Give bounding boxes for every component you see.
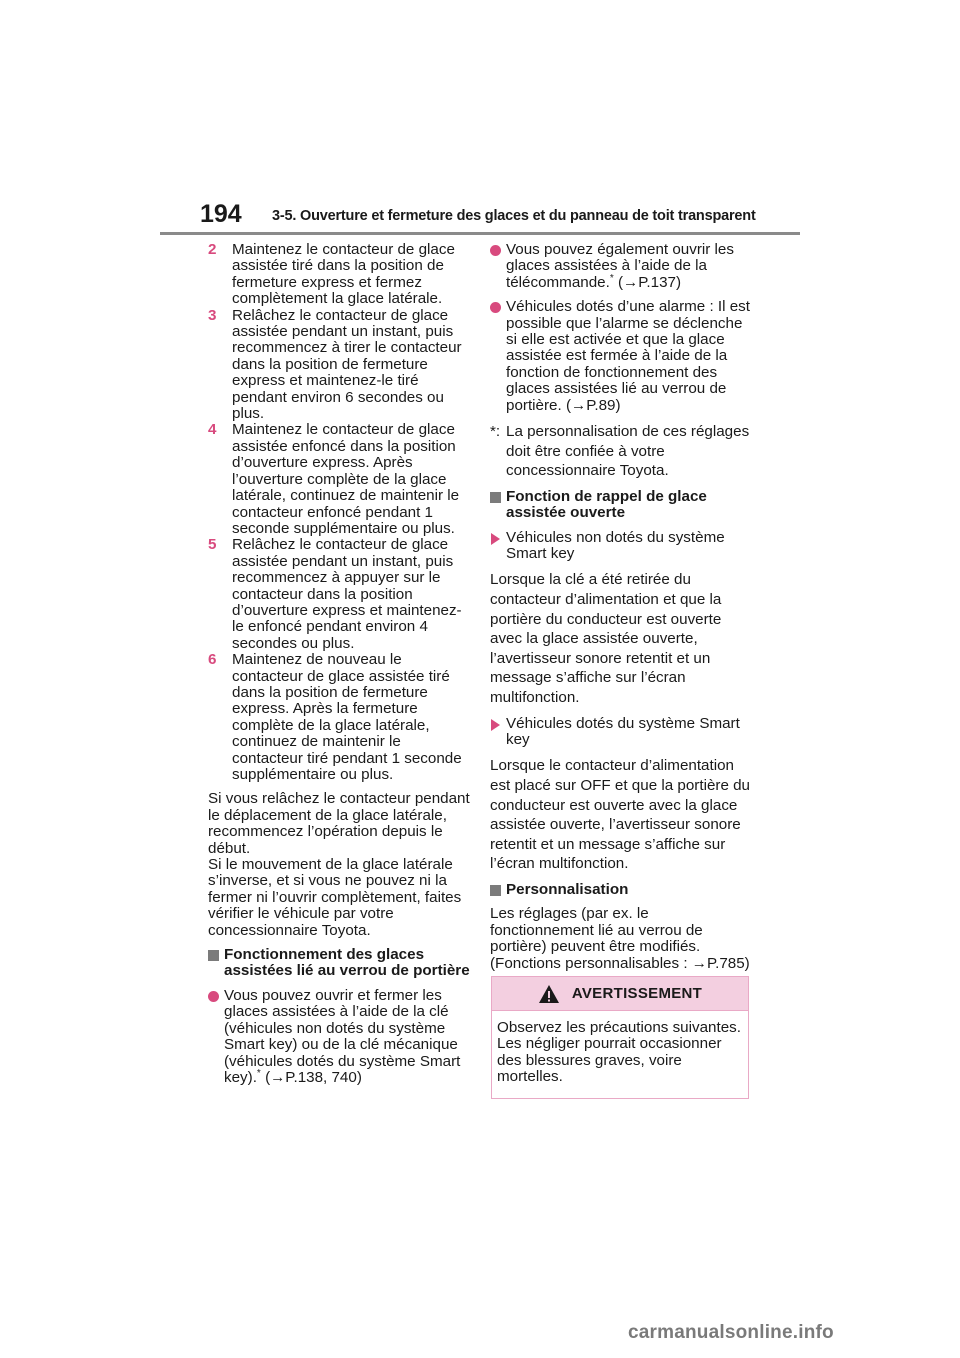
header-rule	[160, 232, 800, 235]
step-number: 6	[208, 651, 217, 669]
triangle-right-icon	[491, 533, 500, 545]
footnote-marker: *	[256, 1067, 261, 1079]
bullet-item	[490, 299, 752, 414]
warning-triangle-icon	[538, 984, 560, 1004]
step-text: Relâchez le contacteur de glace assistée pendant un instant, puis recommencez à tirer le contacteur dans la position de fermeture express et maintenez-le tiré pendant environ 6 secondes ou plus.	[232, 306, 462, 423]
step-number: 3	[208, 306, 217, 324]
bullet-text: Vous pouvez également ouvrir les glaces assistées à l’aide de la télécommande.	[506, 241, 734, 291]
body-paragraph: Lorsque la clé a été retirée du contacteur d’alimentation et que la portière du conducteur est ouverte avec la glace assistée ouverte, l’avertisseur sonore retentit et un message s’affiche sur l’écran multifonction.	[490, 571, 722, 707]
section-square-icon	[490, 492, 501, 503]
page-reference-link[interactable]: (→P.89)	[565, 396, 621, 414]
section-title: Personnalisation	[506, 881, 629, 898]
step-item	[208, 242, 470, 308]
sub-heading	[490, 530, 752, 563]
chapter-title: 3-5. Ouverture et fermeture des glaces et du panneau de toit transparent	[272, 208, 756, 224]
note-paragraph: Si vous relâchez le contacteur pendant le déplacement de la glace latérale, recommencez l’opération depuis le début.	[208, 790, 470, 857]
section-title: Fonction de rappel de glace assistée ouverte	[506, 487, 707, 522]
page-number: 194	[200, 200, 242, 228]
watermark-text: carmanualsonline.info	[628, 1322, 834, 1343]
bullet-dot-icon	[490, 245, 501, 256]
sub-heading-text: Véhicules dotés du système Smart key	[506, 714, 740, 749]
step-item	[208, 422, 470, 537]
footnote-mark: *:	[490, 423, 501, 441]
triangle-right-icon	[491, 719, 500, 731]
page-reference-link[interactable]: (→P.137)	[617, 273, 682, 291]
page-reference-link[interactable]: (→P.138, 740)	[265, 1068, 362, 1086]
warning-text: Observez les précautions suivantes.	[497, 1019, 741, 1036]
warning-text: Les négliger pourrait occasionner des blessures graves, voire mortelles.	[497, 1035, 722, 1086]
bullet-item	[490, 242, 752, 291]
step-number: 5	[208, 536, 217, 554]
section-square-icon	[208, 950, 219, 961]
footnote	[490, 422, 752, 481]
step-text: Maintenez le contacteur de glace assistée enfoncé dans la position d’ouverture express. Après l’ouverture complète de la glace latérale, continuez de maintenir le contacteur enfoncé pendant 1 seconde supplémentaire ou plus.	[232, 421, 460, 537]
bullet-dot-icon	[490, 302, 501, 313]
left-column	[208, 242, 470, 1094]
right-column	[490, 242, 752, 972]
step-number: 4	[208, 421, 217, 439]
section-square-icon	[490, 885, 501, 896]
body-paragraph: Les réglages (par ex. le fonctionnement lié au verrou de portière) peuvent être modifiés. (Fonctions personnalisables : →P.785)	[490, 905, 750, 972]
bullet-text: Vous pouvez ouvrir et fermer les glaces assistées à l’aide de la clé (véhicules non dotés du système Smart key) ou de la clé mécanique (véhicules dotés du système Smart key).	[224, 986, 461, 1086]
body-paragraph: Lorsque le contacteur d’alimentation est placé sur OFF et que la portière du conducteur est ouverte avec la glace assistée ouverte, l’avertisseur sonore retentit et un message s’affiche sur l’écran multifonction.	[490, 757, 751, 873]
warning-box	[491, 976, 749, 1099]
section-title: Fonctionnement des glaces assistées lié au verrou de portière	[224, 946, 470, 980]
step-text: Maintenez de nouveau le contacteur de glace assistée tiré dans la position de fermeture express. Après la fermeture complète de la glace latérale, continuez de maintenir le contacteur tiré pendant 1 seconde supplémentaire ou plus.	[232, 651, 462, 783]
sub-heading	[490, 716, 752, 749]
step-text: Maintenez le contacteur de glace assistée tiré dans la position de fermeture express et fermez complètement la glace latérale.	[232, 241, 455, 308]
step-number: 2	[208, 241, 217, 258]
section-heading	[490, 489, 752, 522]
footnote-marker: *	[609, 272, 614, 284]
step-item	[208, 652, 470, 783]
step-text: Relâchez le contacteur de glace assistée pendant un instant, puis recommencez à appuyer sur le contacteur dans la position d’ouverture express et maintenez-le enfoncé pendant environ 4 secondes ou plus.	[232, 536, 462, 652]
page-header	[0, 0, 960, 240]
bullet-item	[208, 988, 470, 1086]
bullet-text: Véhicules dotés d’une alarme : Il est possible que l’alarme se déclenche si elle est activée et que la glace assistée est fermée à l’aide de la fonction de fonctionnement des glaces assistées lié au verrou de portière.	[506, 298, 750, 414]
warning-title: AVERTISSEMENT	[571, 985, 703, 1002]
note-paragraph: Si le mouvement de la glace latérale s’inverse, et si vous ne pouvez ni la fermer ni l’ouvrir complètement, faites vérifier le véhicule par votre concessionnaire Toyota.	[208, 856, 462, 939]
footnote-text: La personnalisation de ces réglages doit être confiée à votre concessionnaire Toyota.	[506, 423, 750, 480]
section-heading	[490, 882, 752, 898]
warning-header	[492, 977, 748, 1011]
warning-body	[492, 1011, 748, 1086]
section-heading	[208, 947, 470, 980]
step-item	[208, 308, 470, 423]
step-item	[208, 537, 470, 652]
bullet-dot-icon	[208, 991, 219, 1002]
sub-heading-text: Véhicules non dotés du système Smart key	[506, 528, 725, 563]
